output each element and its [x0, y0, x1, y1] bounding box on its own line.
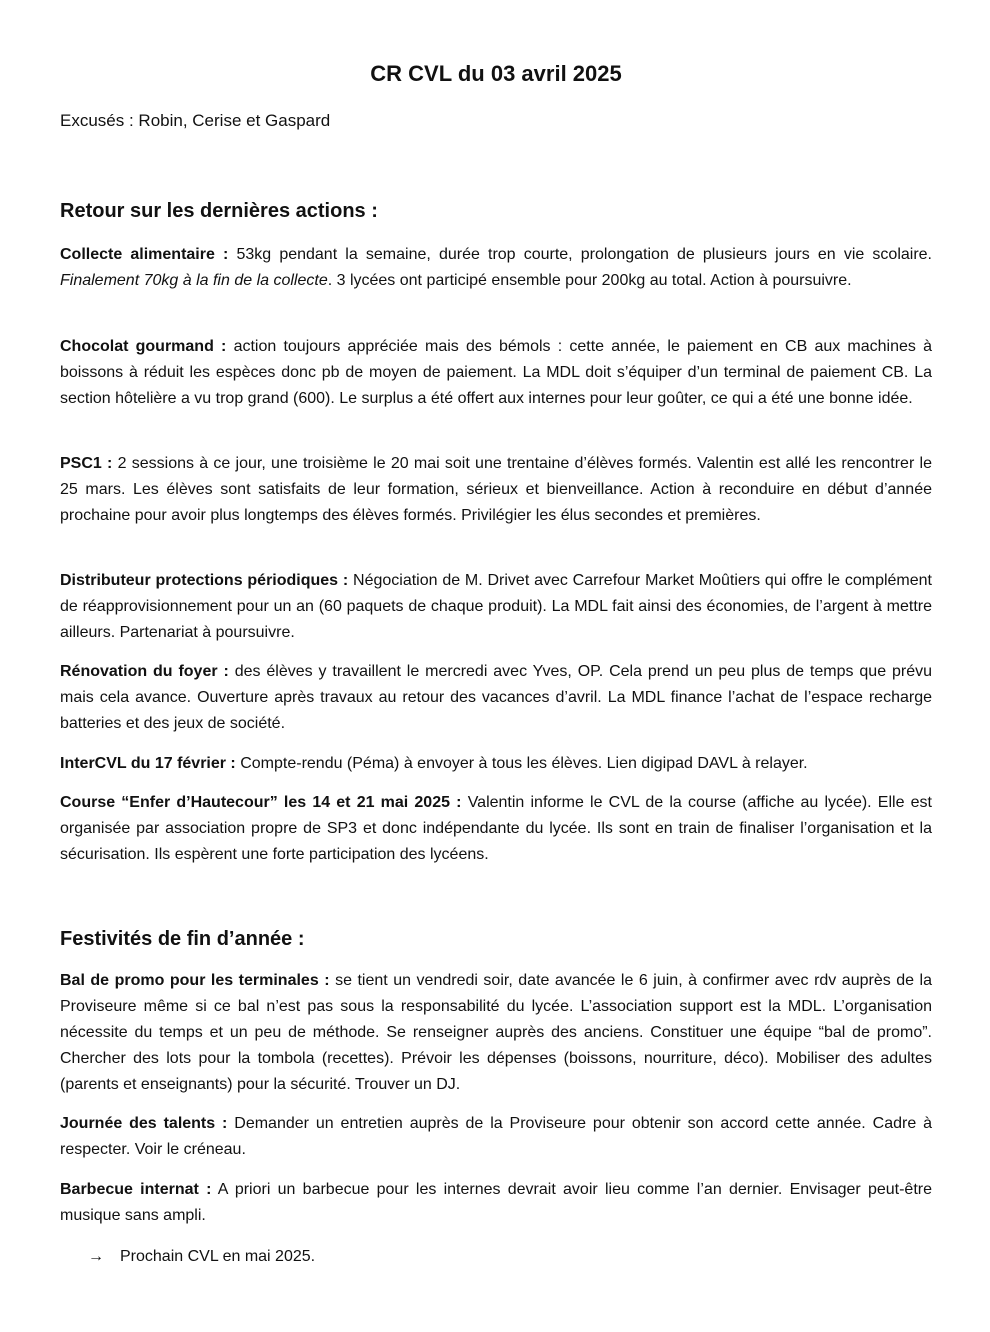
next-meeting-text: Prochain CVL en mai 2025.	[120, 1248, 316, 1265]
paragraph-course	[60, 790, 932, 868]
text-distributeur: Négociation de M. Drivet avec Carrefour Market Moûtiers qui offre le complément de réapprovisionnement pour un an (60 paquets de chaque produit). La MDL fait ainsi des économies, de l’argent à mettre ailleurs. Partenariat à poursuivre.	[60, 572, 933, 641]
section-title-actions: Retour sur les dernières actions :	[60, 200, 378, 222]
paragraph-bal	[60, 968, 932, 1098]
paragraph-intercvl	[60, 751, 932, 777]
text-course: Valentin informe le CVL de la course (affiche au lycée). Elle est organisée par association propre de SP3 et donc indépendante du lycée. Ils sont en train de finaliser l’organisation et la sécurisation. Ils espèrent une forte participation des lycéens.	[60, 794, 932, 863]
text-foyer: des élèves y travaillent le mercredi avec Yves, OP. Cela prend un peu plus de temps que prévu mais cela avance. Ouverture après travaux au retour des vacances d’avril. La MDL finance l’achat de l’espace recharge batteries et des jeux de société.	[60, 663, 933, 732]
text-barbecue: A priori un barbecue pour les internes devrait avoir lieu comme l’an dernier. Envisager peut-être musique sans ampli.	[60, 1181, 933, 1224]
text-bal: se tient un vendredi soir, date avancée le 6 juin, à confirmer avec rdv auprès de la Proviseure même si ce bal n’est pas sous la responsabilité du lycée. L’association support est la MDL. L’organisation nécessite du temps et un peu de méthode. Se renseigner auprès des anciens. Constituer une équipe “bal de promo”. Chercher des lots pour la tombola (recettes). Prévoir les dépenses (boissons, nourriture, déco). Mobiliser des adultes (parents et enseignants) pour la sécurité. Trouver un DJ.	[60, 972, 932, 1093]
text-collecte-end: . 3 lycées ont participé ensemble pour 200kg au total. Action à poursuivre.	[327, 272, 852, 289]
text-talents: Demander un entretien auprès de la Proviseure pour obtenir son accord cette année. Cadre à respecter. Voir le créneau.	[60, 1115, 933, 1158]
paragraph-psc1	[60, 451, 932, 529]
label-distributeur: Distributeur protections périodiques :	[60, 572, 349, 589]
paragraph-talents	[60, 1111, 932, 1163]
label-talents: Journée des talents :	[60, 1115, 228, 1132]
text-chocolat: action toujours appréciée mais des bémols : cette année, le paiement en CB aux machines à boissons à réduit les espèces donc pb de moyen de paiement. La MDL doit s’équiper d’un terminal de paiement CB. La section hôtelière a vu trop grand (600). Le surplus a été offert aux internes pour leur goûter, ce qui a été une bonne idée.	[60, 338, 932, 407]
paragraph-distributeur	[60, 568, 932, 646]
paragraph-barbecue	[60, 1177, 932, 1229]
paragraph-collecte	[60, 242, 932, 294]
section-title-festivites: Festivités de fin d’année :	[60, 928, 305, 950]
italic-collecte: Finalement 70kg à la fin de la collecte	[60, 272, 328, 289]
text-psc1: 2 sessions à ce jour, une troisième le 20 mai soit une trentaine d’élèves formés. Valentin est allé les rencontrer le 25 mars. Les élèves sont satisfaits de leur formation, sérieux et bienveillance. Action à reconduire en début d’année prochaine pour avoir plus longtemps des élèves formés. Privilégier les élus secondes et premières.	[60, 455, 932, 524]
arrow-right-icon: →	[88, 1248, 104, 1265]
label-intercvl: InterCVL du 17 février :	[60, 755, 236, 772]
page-title: CR CVL du 03 avril 2025	[370, 61, 622, 86]
label-course: Course “Enfer d’Hautecour” les 14 et 21 mai 2025 :	[60, 794, 462, 811]
paragraph-chocolat	[60, 334, 932, 412]
label-barbecue: Barbecue internat :	[60, 1181, 212, 1198]
next-meeting-note	[88, 1244, 315, 1270]
text-collecte: 53kg pendant la semaine, durée trop courte, prolongation de plusieurs jours en vie scolaire.	[228, 246, 933, 263]
label-psc1: PSC1 :	[60, 455, 113, 472]
excused-line: Excusés : Robin, Cerise et Gaspard	[60, 111, 331, 130]
label-chocolat: Chocolat gourmand :	[60, 338, 227, 355]
label-foyer: Rénovation du foyer :	[60, 663, 229, 680]
text-intercvl: Compte-rendu (Péma) à envoyer à tous les élèves. Lien digipad DAVL à relayer.	[235, 755, 808, 772]
label-bal: Bal de promo pour les terminales :	[60, 972, 330, 989]
paragraph-foyer	[60, 659, 932, 737]
label-collecte: Collecte alimentaire :	[60, 246, 229, 263]
